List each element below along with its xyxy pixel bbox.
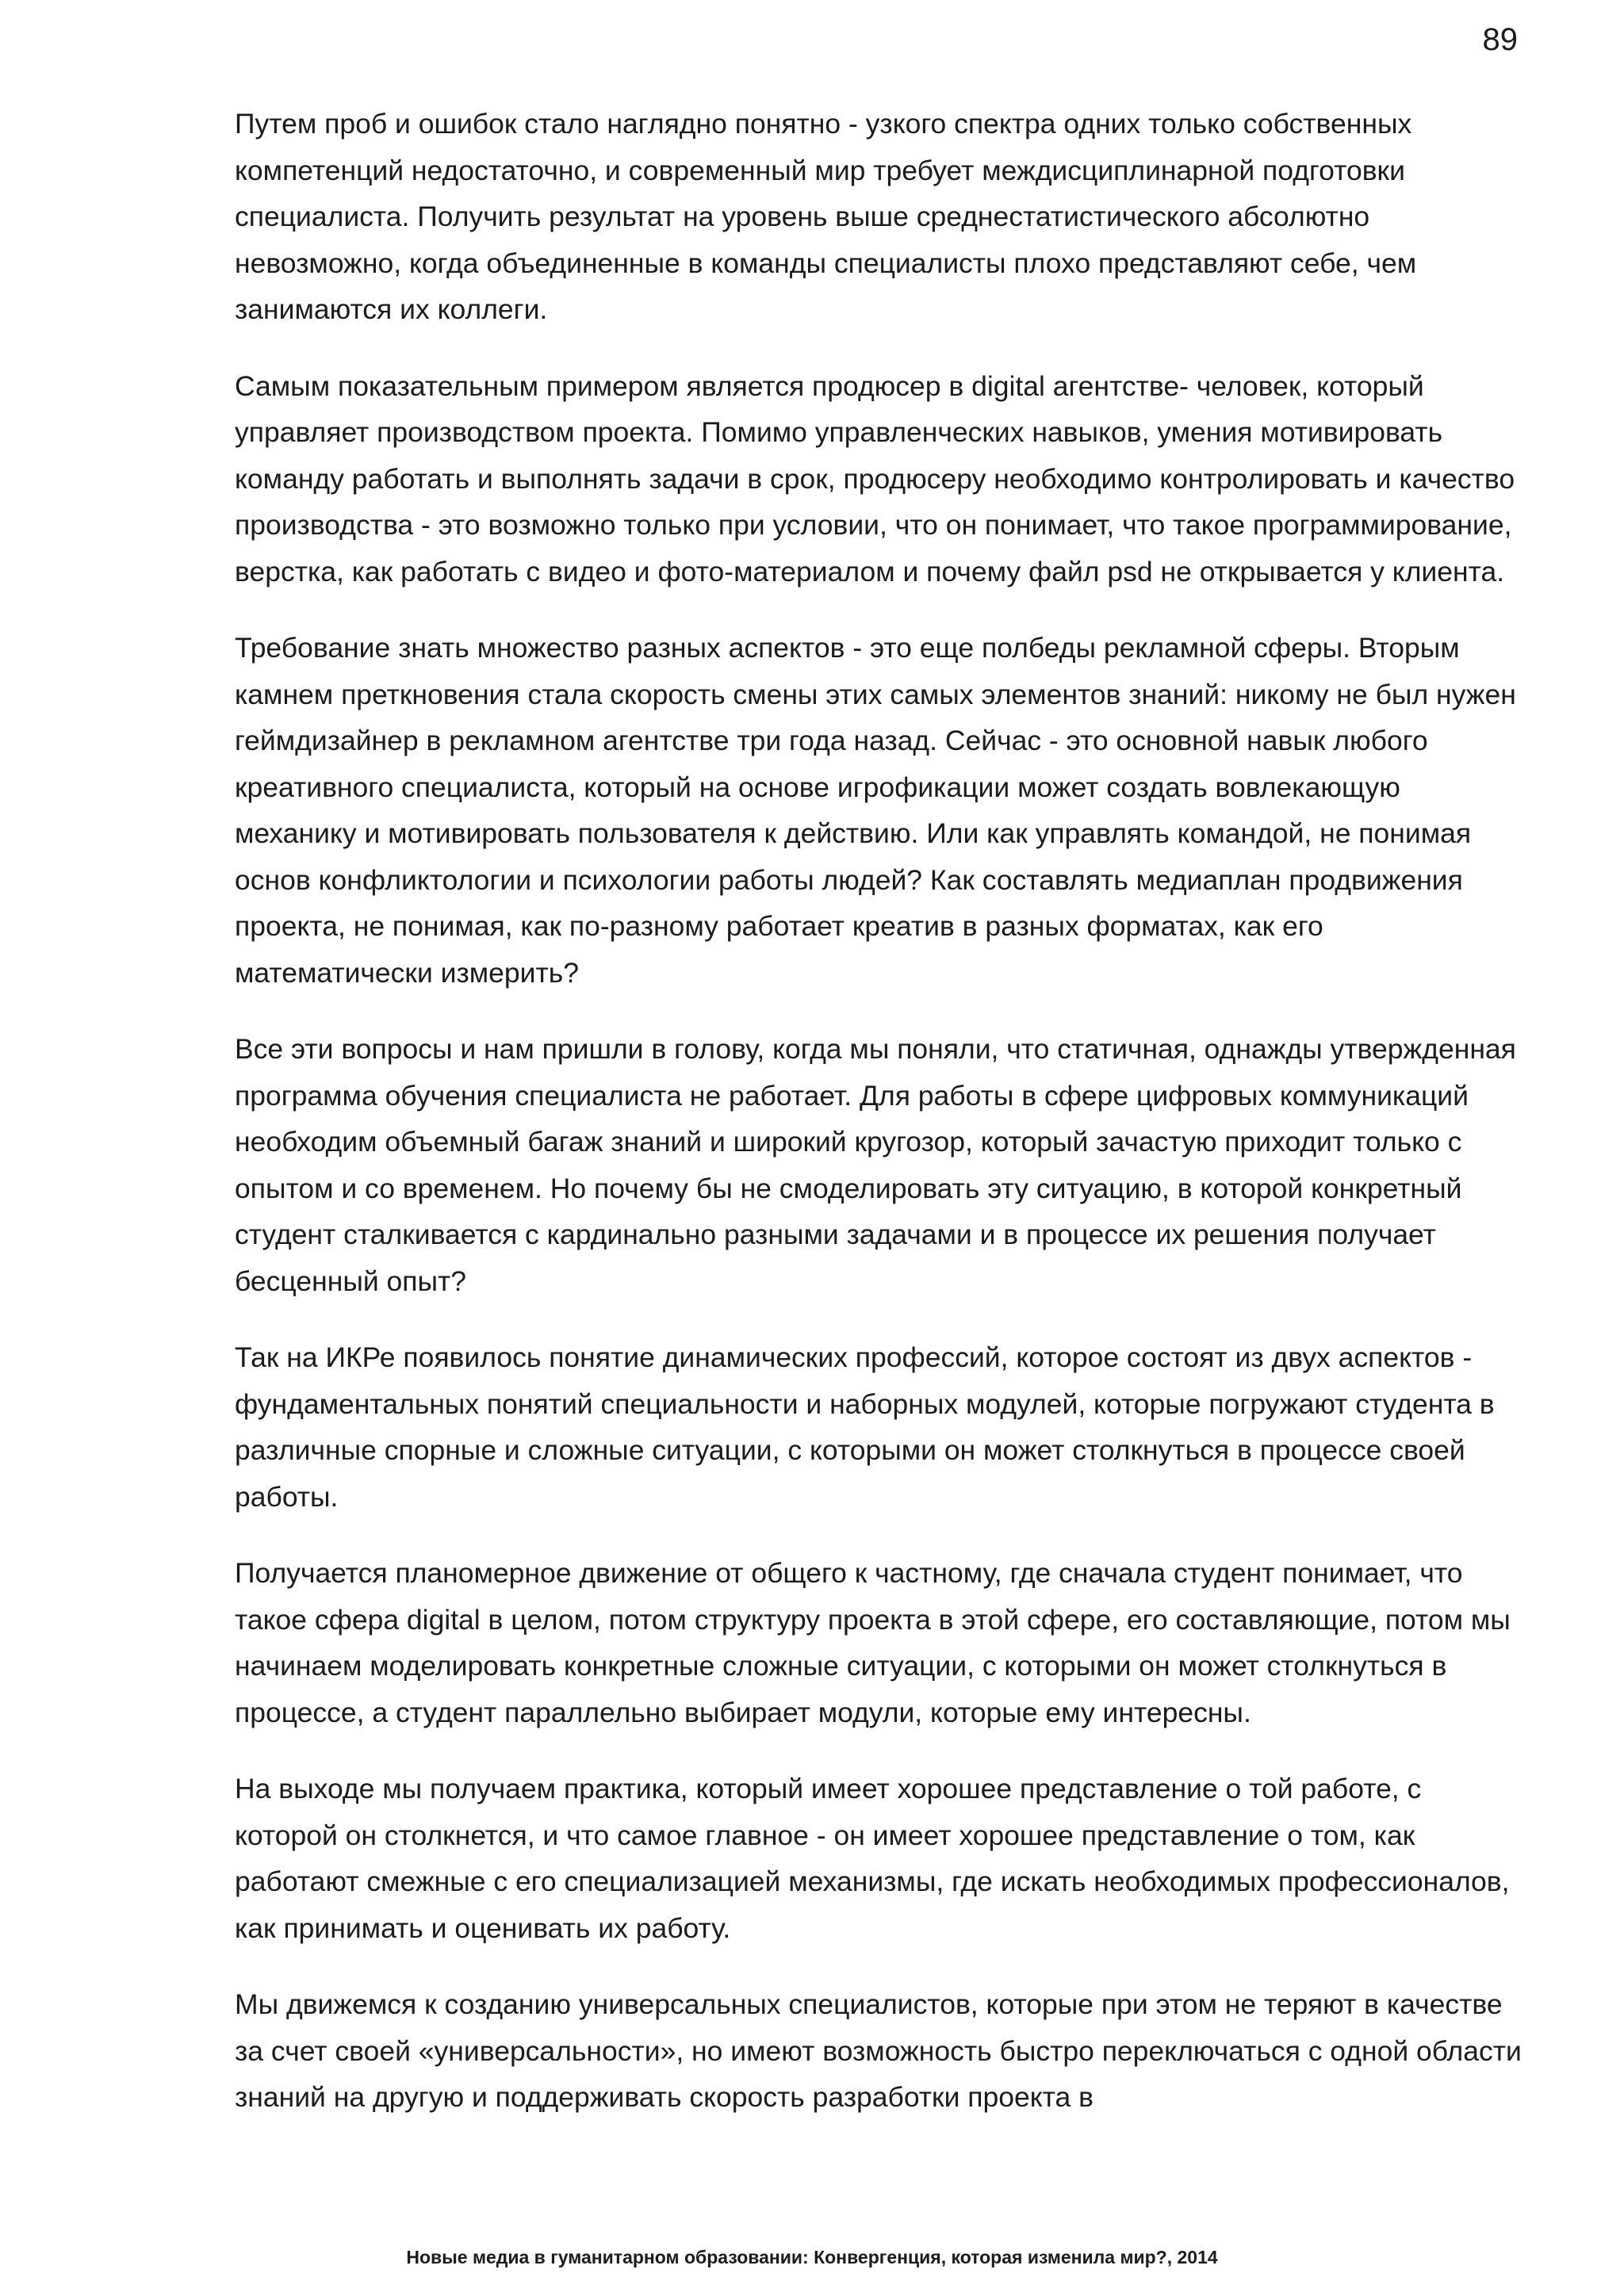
paragraph: Самым показательным примером является продюсер в digital агентстве- человек, который управляет производством проекта. Помимо управленческих навыков, умения мотивировать команду работать и выполнять задачи в срок, продюсеру необходимо контролировать и качество производства - это возможно только при условии, что он понимает, что такое программирование, верстка, как работать с видео и фото-материалом и почему файл psd не открывается у клиента. (235, 369, 1515, 587)
paragraph: Все эти вопросы и нам пришли в голову, когда мы поняли, что статичная, однажды утвержденная программа обучения специалиста не работает. Для работы в сфере цифровых коммуникаций необходим объемный багаж знаний и широкий кругозор, который зачастую приходит только с опытом и со временем. Но почему бы не смоделировать эту ситуацию, в которой конкретный студент сталкивается с кардинально разными задачами и в процессе их решения получает бесценный опыт? (235, 1033, 1516, 1297)
page-number: 89 (1482, 22, 1518, 57)
paragraph: Получается планомерное движение от общего к частному, где сначала студент понимает, что такое сфера digital в целом, потом структуру проекта в этой сфере, его составляющие, потом мы начинаем моделировать конкретные сложные ситуации, с которыми он может столкнуться в процессе, а студент параллельно выбирает модули, которые ему интересны. (235, 1557, 1511, 1728)
page-footer: Новые медиа в гуманитарном образовании: Конвергенция, которая изменила мир?, 2014 (406, 2247, 1218, 2267)
body-text (235, 101, 1526, 2151)
paragraph: На выходе мы получаем практика, который имеет хорошее представление о той работе, с которой он столкнется, и что самое главное - он имеет хорошее представление о том, как работают смежные с его специализацией механизмы, где искать необходимых профессионалов, как принимать и оценивать их работу. (235, 1773, 1510, 1944)
paragraph: Путем проб и ошибок стало наглядно понятно - узкого спектра одних только собственных компетенций недостаточно, и современный мир требует междисциплинарной подготовки специалиста. Получить результат на уровень выше среднестатистического абсолютно невозможно, когда объединенные в команды специалисты плохо представляют себе, чем занимаются их коллеги. (235, 108, 1417, 325)
paragraph: Требование знать множество разных аспектов - это еще полбеды рекламной сферы. Вторым камнем преткновения стала скорость смены этих самых элементов знаний: никому не был нужен геймдизайнер в рекламном агентстве три года назад. Сейчас - это основной навык любого креативного специалиста, который на основе игрофикации может создать вовлекающую механику и мотивировать пользователя к действию. Или как управлять командой, не понимая основ конфликтологии и психологии работы людей? Как составлять медиаплан продвижения проекта, не понимая, как по-разному работает креатив в разных форматах, как его математически измерить? (235, 632, 1516, 989)
paragraph: Так на ИКРе появилось понятие динамических профессий, которое состоят из двух аспектов - фундаментальных понятий специальности и наборных модулей, которые погружают студента в различные спорные и сложные ситуации, с которыми он может столкнуться в процессе своей работы. (235, 1341, 1495, 1513)
paragraph: Мы движемся к созданию универсальных специалистов, которые при этом не теряют в качестве за счет своей «универсальности», но имеют возможность быстро переключаться с одной области знаний на другую и поддерживать скорость разработки проекта в (235, 1988, 1522, 2113)
